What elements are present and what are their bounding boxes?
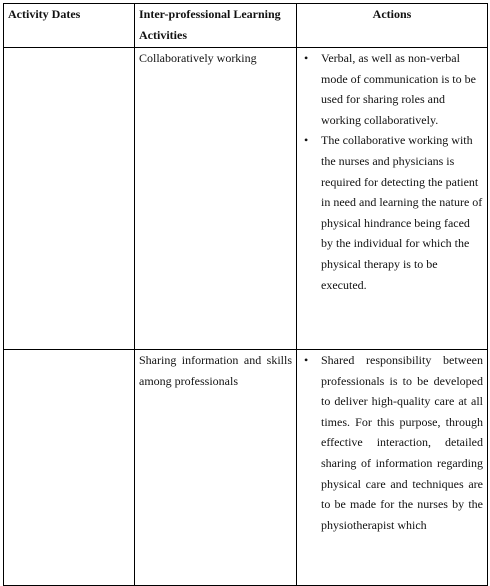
table-row <box>4 48 488 350</box>
cell-actions <box>297 48 488 350</box>
header-learning-activities: Inter-professional Learning Activities <box>135 4 297 48</box>
action-item: • Shared responsibility between professionals is to be developed to deliver high-quality care at all times. For this purpose, through effective interaction, detailed sharing of information regarding physical care and techniques are to be made for the nurses by the physiotherapist which <box>321 350 483 535</box>
cell-activity: Sharing information and skills among professionals <box>135 350 297 586</box>
header-activity-dates: Activity Dates <box>4 4 135 48</box>
cell-activity: Collaboratively working <box>135 48 297 350</box>
activities-table <box>3 3 488 586</box>
action-item: • The collaborative working with the nurses and physicians is required for detecting the patient in need and learning the nature of physical hindrance being faced by the individual for which the physical therapy is to be executed. <box>321 130 483 295</box>
actions-list <box>301 350 483 535</box>
table-row <box>4 350 488 586</box>
cell-activity-dates <box>4 350 135 586</box>
table-header-row <box>4 4 488 48</box>
actions-list <box>301 48 483 295</box>
header-actions: Actions <box>297 4 488 48</box>
cell-actions <box>297 350 488 586</box>
cell-activity-dates <box>4 48 135 350</box>
action-item: • Verbal, as well as non-verbal mode of communication is to be used for sharing roles and working collaboratively. <box>321 48 483 130</box>
